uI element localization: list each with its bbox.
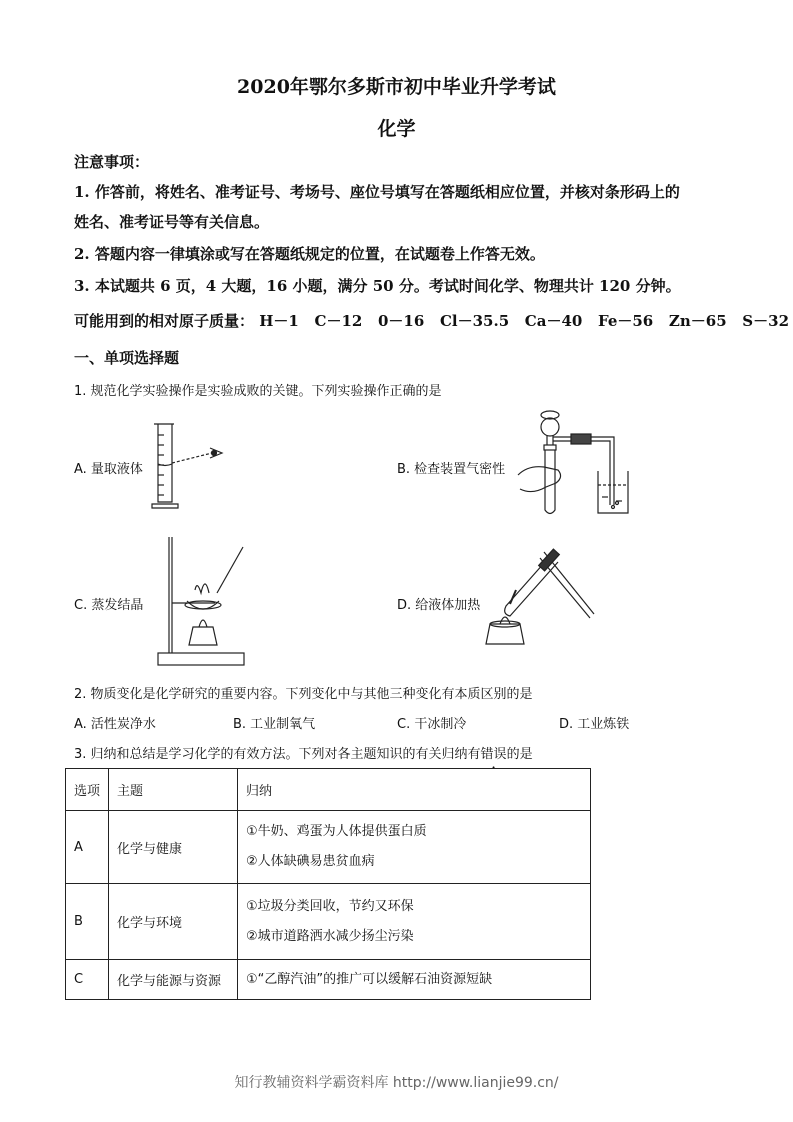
question-3-stem [74, 743, 533, 762]
row-a-item-2: ②人体缺碘易患贫血病 [246, 854, 375, 869]
notice-item-1-line-1: 1. 作答前，将姓名、准考证号、考场号、座位号填写在答题纸相应位置，并核对条形码上的 [74, 183, 680, 201]
atomic-masses: 可能用到的相对原子质量： H－1 C－12 0－16 Cl－35.5 Ca－40 Fe－56 Zn－65 S－32 [74, 312, 790, 330]
figure-heating-liquid [480, 548, 595, 653]
figure-airtightness-check [516, 405, 641, 520]
table-row [66, 884, 591, 960]
notice-item-1-line-2: 姓名、准考证号等有关信息。 [74, 213, 270, 231]
notice-item-2: 2. 答题内容一律填涂或写在答题纸规定的位置，在试题卷上作答无效。 [74, 245, 545, 263]
notice-heading: 注意事项： [74, 153, 150, 171]
footer-watermark: 知行教辅资料学霸资料库 http://www.lianjie99.cn/ [234, 1075, 559, 1091]
row-b-option: B [66, 884, 109, 960]
q3-table [65, 768, 591, 1000]
q1-option-d[interactable]: D. 给液体加热 [397, 598, 481, 613]
row-a-summary [238, 811, 591, 884]
row-c-item-1: ①“乙醇汽油”的推广可以缓解石油资源短缺 [246, 971, 493, 987]
q2-option-a[interactable]: A. 活性炭净水 [74, 717, 156, 732]
row-b-item-1: ①垃圾分类回收，节约又环保 [246, 898, 414, 914]
q2-option-d[interactable]: D. 工业炼铁 [559, 717, 630, 732]
row-a-topic: 化学与健康 [109, 811, 238, 884]
figure-graduated-cylinder [150, 420, 230, 515]
q2-option-c[interactable]: C. 干冰制冷 [397, 717, 467, 732]
row-b-summary [238, 884, 591, 960]
table-row [66, 960, 591, 1000]
table-header-option: 选项 [66, 769, 109, 811]
exam-subject: 化学 [377, 118, 416, 140]
row-b-topic: 化学与环境 [109, 884, 238, 960]
q2-option-b[interactable]: B. 工业制氧气 [233, 717, 316, 732]
section-heading: 一、单项选择题 [74, 349, 180, 367]
notice-item-3: 3. 本试题共 6 页，4 大题，16 小题，满分 50 分。考试时间化学、物理共计 120 分钟。 [74, 277, 681, 295]
q3-stem-before: 3. 归纳和总结是学习化学的有效方法。下列对各主题知识的有关归纳有 [74, 747, 481, 762]
exam-title: 2020年鄂尔多斯市初中毕业升学考试 [237, 76, 556, 98]
row-c-summary [238, 960, 591, 1000]
table-header-topic: 主题 [109, 769, 238, 811]
row-a-option: A [66, 811, 109, 884]
table-header-row [66, 769, 591, 811]
figure-evaporation [155, 535, 250, 670]
q3-stem-after: 的是 [506, 747, 533, 762]
question-1-stem: 1. 规范化学实验操作是实验成败的关键。下列实验操作正确的是 [74, 384, 442, 399]
question-2-stem: 2. 物质变化是化学研究的重要内容。下列变化中与其他三种变化有本质区别的是 [74, 687, 533, 702]
q1-option-a[interactable]: A. 量取液体 [74, 462, 143, 477]
q1-option-c[interactable]: C. 蒸发结晶 [74, 598, 144, 613]
row-a-item-1: ①牛奶、鸡蛋为人体提供蛋白质 [246, 824, 427, 839]
table-header-summary: 归纳 [238, 769, 591, 811]
row-c-option: C [66, 960, 109, 1000]
row-c-topic: 化学与能源与资源 [109, 960, 238, 1000]
q3-stem-emphasis: 错误 [480, 747, 507, 762]
table-row [66, 811, 591, 884]
row-b-item-2: ②城市道路洒水减少扬尘污染 [246, 928, 414, 944]
q1-option-b[interactable]: B. 检查装置气密性 [397, 462, 506, 477]
